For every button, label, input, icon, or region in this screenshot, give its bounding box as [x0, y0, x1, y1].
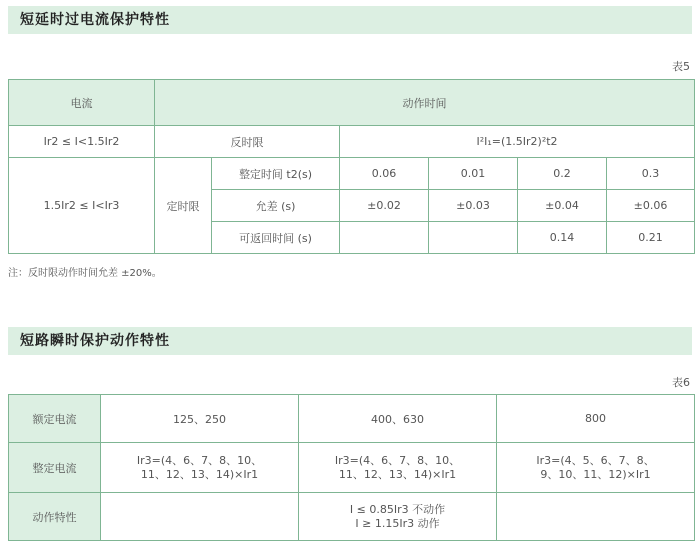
- table-label-6: 表6: [672, 376, 690, 389]
- setting-line: Ir3=(4、6、7、8、10、: [136, 453, 263, 467]
- rated-current-value: 400、630: [299, 395, 497, 443]
- action-characteristic-value: [299, 493, 497, 541]
- action-empty-cell: [497, 493, 695, 541]
- rated-current-label: 额定电流: [9, 395, 101, 443]
- section-title-short-delay: 短延时过电流保护特性: [8, 6, 692, 34]
- return-time-value: 0.14: [518, 222, 607, 254]
- setting-time-value: 0.2: [518, 158, 607, 190]
- tolerance-label: 允差 (s): [212, 190, 340, 222]
- tolerance-value: ±0.04: [518, 190, 607, 222]
- action-characteristic-label: 动作特性: [9, 493, 101, 541]
- setting-line: Ir3=(4、6、7、8、10、: [334, 453, 461, 467]
- setting-current-value: [497, 443, 695, 493]
- return-time-label: 可返回时间 (s): [212, 222, 340, 254]
- setting-time-value: 0.06: [340, 158, 429, 190]
- table-note: 注：反时限动作时间允差 ±20%。: [8, 268, 162, 279]
- setting-time-value: 0.01: [429, 158, 518, 190]
- tolerance-value: ±0.03: [429, 190, 518, 222]
- action-empty-cell: [101, 493, 299, 541]
- row-definite-range: 1.5Ir2 ≤ I<Ir3: [9, 158, 155, 254]
- setting-current-value: [101, 443, 299, 493]
- setting-line: 11、12、13、14)×Ir1: [140, 467, 259, 481]
- short-delay-table: [8, 79, 695, 254]
- action-line-no-trip: I ≤ 0.85Ir3 不动作: [349, 502, 446, 516]
- setting-line: 9、10、11、12)×Ir1: [540, 467, 651, 481]
- return-time-value: 0.21: [607, 222, 695, 254]
- table-label-5: 表5: [672, 60, 690, 73]
- tolerance-value: ±0.02: [340, 190, 429, 222]
- setting-current-value: [299, 443, 497, 493]
- setting-time-label: 整定时间 t2(s): [212, 158, 340, 190]
- setting-line: Ir3=(4、5、6、7、8、: [536, 453, 655, 467]
- row-inverse-range: Ir2 ≤ I<1.5Ir2: [9, 126, 155, 158]
- inverse-time-formula: I²I₁=(1.5Ir2)²t2: [340, 126, 695, 158]
- section-title-instantaneous: 短路瞬时保护动作特性: [8, 327, 692, 355]
- return-time-value: [340, 222, 429, 254]
- inverse-time-label: 反时限: [155, 126, 340, 158]
- definite-time-label: 定时限: [155, 158, 212, 254]
- rated-current-value: 125、250: [101, 395, 299, 443]
- rated-current-value: 800: [497, 395, 695, 443]
- setting-time-value: 0.3: [607, 158, 695, 190]
- header-current: 电流: [9, 80, 155, 126]
- tolerance-value: ±0.06: [607, 190, 695, 222]
- action-line-trip: I ≥ 1.15Ir3 动作: [355, 516, 440, 530]
- return-time-value: [429, 222, 518, 254]
- header-action-time: 动作时间: [155, 80, 695, 126]
- instantaneous-table: [8, 394, 695, 541]
- setting-current-label: 整定电流: [9, 443, 101, 493]
- setting-line: 11、12、13、14)×Ir1: [338, 467, 457, 481]
